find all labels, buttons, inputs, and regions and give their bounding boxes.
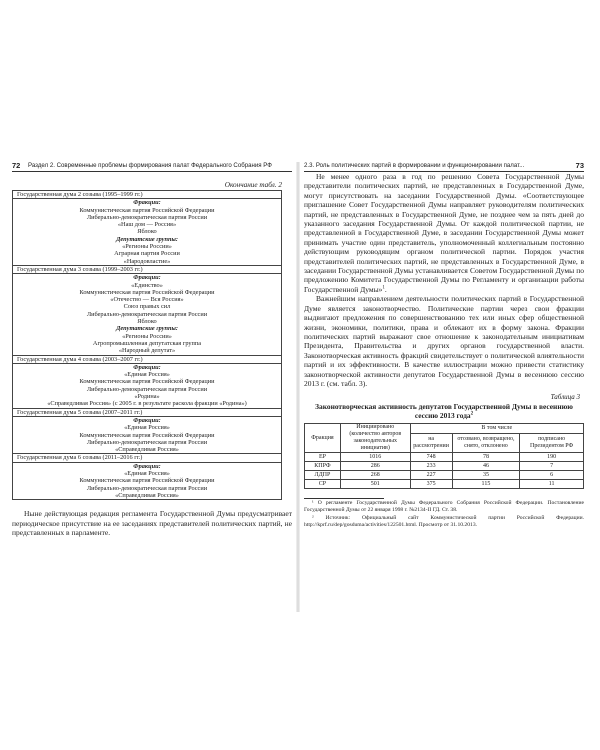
faction-name: «Единая Россия» bbox=[124, 424, 170, 432]
faction-name: «Справедливая Россия» bbox=[115, 491, 179, 499]
factions-cell bbox=[13, 274, 282, 355]
value-cell: 7 bbox=[520, 462, 584, 471]
faction-name: Коммунистическая партия Российской Федерации bbox=[79, 378, 215, 386]
faction-name: «Отечество — Вся Россия» bbox=[110, 296, 184, 304]
body-paragraph-2: Важнейшим направлением деятельности политических партий в Государственной Думе является законотворчество. Политические партии через свои фракции выдвигают предложения по совершенствованию тех или иных сфер общественной жизни, экономики, политики, права и облекают их в форму закона. Фракции политических партий выражают свое отношение к законодательным инициативам Президента, Правительства и других органов государственной власти. Законотворческая активность фракций свидетельствует о политической влиятельности партий и их эффективности. В качестве иллюстрации можно привести статистику законотворческой активности депутатов Государственной Думы в весеннюю сессию 2013 г. (см. табл. 3). bbox=[304, 294, 584, 388]
value-cell: 227 bbox=[410, 471, 452, 480]
faction-name: «Народный депутат» bbox=[118, 347, 176, 355]
value-cell: 233 bbox=[410, 462, 452, 471]
col-under-review-header: на рассмотрении bbox=[410, 434, 452, 453]
faction-name: Яблоко bbox=[137, 228, 157, 236]
convocation-title: Государственная дума 2 созыва (1995–1999 гг.) bbox=[13, 191, 282, 199]
factions-row bbox=[13, 363, 282, 408]
faction-name: Либерально-демократическая партия России bbox=[86, 484, 208, 492]
right-page-number: 73 bbox=[575, 161, 584, 170]
footnote-ref-2: 2 bbox=[470, 411, 474, 417]
faction-cell: ЛДПР bbox=[305, 471, 341, 480]
convocation-title: Государственная дума 6 созыва (2011–2016 гг.) bbox=[13, 454, 282, 462]
faction-name: Союз правых сил bbox=[123, 303, 171, 311]
faction-name: Либерально-демократическая партия России bbox=[86, 438, 208, 446]
footnote-ref-1: 1 bbox=[382, 285, 385, 291]
left-running-head bbox=[12, 160, 292, 172]
value-cell: 6 bbox=[520, 471, 584, 480]
left-running-title: Раздел 2. Современные проблемы формирования палат Федерального Собрания РФ bbox=[28, 162, 272, 169]
value-cell: 1016 bbox=[340, 453, 410, 462]
table-row bbox=[305, 471, 584, 480]
faction-name: Коммунистическая партия Российской Федерации bbox=[79, 431, 215, 439]
factions-row bbox=[13, 274, 282, 355]
group-caption: Фракции: bbox=[133, 416, 161, 424]
value-cell: 35 bbox=[452, 471, 520, 480]
value-cell: 78 bbox=[452, 453, 520, 462]
convocation-title: Государственная дума 4 созыва (2003–2007 гг.) bbox=[13, 355, 282, 363]
factions-cell bbox=[13, 416, 282, 453]
faction-name: Яблоко bbox=[137, 318, 157, 326]
faction-name: Коммунистическая партия Российской Федерации bbox=[79, 288, 215, 296]
faction-name: «Народовластие» bbox=[123, 257, 171, 265]
faction-cell: КПРФ bbox=[305, 462, 341, 471]
factions-cell bbox=[13, 199, 282, 266]
convocation-title: Государственная дума 5 созыва (2007–2011 гг.) bbox=[13, 408, 282, 416]
faction-name: Либерально-демократическая партия России bbox=[86, 310, 208, 318]
body-paragraph-1 bbox=[304, 172, 584, 294]
paragraph-1-end: . bbox=[384, 284, 387, 294]
faction-name: «Справедливая Россия» bbox=[115, 446, 179, 454]
group-caption: Фракции: bbox=[133, 274, 161, 282]
convocation-row bbox=[13, 191, 282, 199]
footnote-2: ² Источник: Официальный сайт Коммунистической партии Российской Федерации. http://kprf.ru/dep/gosduma/activities/122501.html. Просмотр от 31.10.2013. bbox=[304, 515, 584, 529]
value-cell: 46 bbox=[452, 462, 520, 471]
factions-row bbox=[13, 199, 282, 266]
col-initiated-header: Инициировано (количество авторов законодательных инициатив) bbox=[340, 424, 410, 453]
right-running-title: 2.3. Роль политических партий в формировании и функционировании палат... bbox=[304, 162, 525, 169]
table-3-title bbox=[304, 402, 584, 420]
book-spread bbox=[12, 160, 588, 615]
right-page bbox=[304, 160, 584, 615]
legislative-activity-table bbox=[304, 423, 584, 489]
value-cell: 501 bbox=[340, 480, 410, 489]
left-page-number: 72 bbox=[12, 161, 21, 170]
convocation-row bbox=[13, 265, 282, 273]
value-cell: 115 bbox=[452, 480, 520, 489]
faction-name: Либерально-демократическая партия России bbox=[86, 385, 208, 393]
left-body-paragraph: Ныне действующая редакция регламента Государственной Думы предусматривает периодическое присутствие на ее заседаниях представителей политических партий, не представленных в парламенте. bbox=[12, 509, 292, 537]
group-caption: Депутатские группы: bbox=[116, 235, 178, 243]
left-page bbox=[12, 160, 292, 615]
book-gutter bbox=[296, 162, 300, 612]
value-cell: 375 bbox=[410, 480, 452, 489]
footnote-1: ¹ О регламенте Государственной Думы Федерального Собрания Российской Федерации. Постановление Государственной Думы от 22 января 1998 г. №2134-II ГД. Ст. 38. bbox=[304, 500, 584, 514]
convocation-row bbox=[13, 355, 282, 363]
group-caption: Фракции: bbox=[133, 199, 161, 207]
value-cell: 11 bbox=[520, 480, 584, 489]
table-row bbox=[305, 480, 584, 489]
value-cell: 286 bbox=[340, 462, 410, 471]
faction-name: «Единство» bbox=[131, 281, 163, 289]
value-cell: 748 bbox=[410, 453, 452, 462]
table-row bbox=[305, 462, 584, 471]
table-continuation-label: Окончание табл. 2 bbox=[224, 181, 282, 189]
factions-row bbox=[13, 416, 282, 453]
col-faction-header: Фракция bbox=[305, 424, 341, 453]
paragraph-1-text: Не менее одного раза в год по решению Совета Государственной Думы представители политических партий, не представленных в Государственной Думе, могут присутствовать на заседании Государственной Думы. «Соответствующее приглашение Совет Государственной Думы направляет руководителям политических партий, не представленных в Государственной Думе, не позднее чем за пять дней до указанного заседания Государственной Думы. От каждой политической партии, не представленной в Государственной Думе, в заседании Государственной Думы может принимать участие один представитель, уполномоченный коллегиальным постоянно действующим руководящим органом политической партии. Порядок участия представителей политических партий, не представленных в Государственной Думе, в заседании Государственной Думы устанавливается Советом Государственной Думы по предложению Комитета Государственной Думы по Регламенту и организации работы Государственной Думы» bbox=[304, 172, 584, 294]
value-cell: 268 bbox=[340, 471, 410, 480]
duma-factions-table bbox=[12, 190, 282, 500]
faction-name: «Единая Россия» bbox=[124, 469, 170, 477]
faction-name: Коммунистическая партия Российской Федерации bbox=[79, 206, 215, 214]
convocation-title: Государственная дума 3 созыва (1999–2003 гг.) bbox=[13, 265, 282, 273]
faction-name: Агропромышленная депутатская группа bbox=[92, 339, 202, 347]
faction-name: «Регионы России» bbox=[122, 332, 172, 340]
group-caption: Депутатские группы: bbox=[116, 325, 178, 333]
convocation-row bbox=[13, 454, 282, 462]
table-row bbox=[305, 453, 584, 462]
faction-name: Аграрная партия России bbox=[114, 250, 180, 258]
col-rejected-header: отозвано, возвращено, снято, отклонено bbox=[452, 434, 520, 453]
faction-name: Либерально-демократическая партия России bbox=[86, 213, 208, 221]
value-cell: 190 bbox=[520, 453, 584, 462]
faction-cell: СР bbox=[305, 480, 341, 489]
convocation-row bbox=[13, 408, 282, 416]
factions-cell bbox=[13, 363, 282, 408]
col-including-header: В том числе bbox=[410, 424, 583, 434]
group-caption: Фракции: bbox=[133, 462, 161, 470]
faction-name: «Родина» bbox=[134, 393, 160, 401]
col-signed-header: подписано Президентом РФ bbox=[520, 434, 584, 453]
faction-name: «Наш дом — Россия» bbox=[117, 221, 177, 229]
factions-row bbox=[13, 462, 282, 499]
table-3-label: Таблица 3 bbox=[550, 393, 580, 402]
faction-name: «Регионы России» bbox=[122, 243, 172, 251]
faction-name: «Справедливая Россия» (с 2005 г. в результате раскола фракции «Родина») bbox=[47, 400, 247, 408]
faction-name: «Единая Россия» bbox=[124, 371, 170, 379]
faction-name: Коммунистическая партия Российской Федерации bbox=[79, 477, 215, 485]
table-3-title-text: Законотворческая активность депутатов Государственной Думы в весеннюю сессию 2013 года bbox=[315, 402, 573, 421]
right-running-head bbox=[304, 160, 584, 172]
group-caption: Фракции: bbox=[133, 363, 161, 371]
factions-cell bbox=[13, 462, 282, 499]
faction-cell: ЕР bbox=[305, 453, 341, 462]
